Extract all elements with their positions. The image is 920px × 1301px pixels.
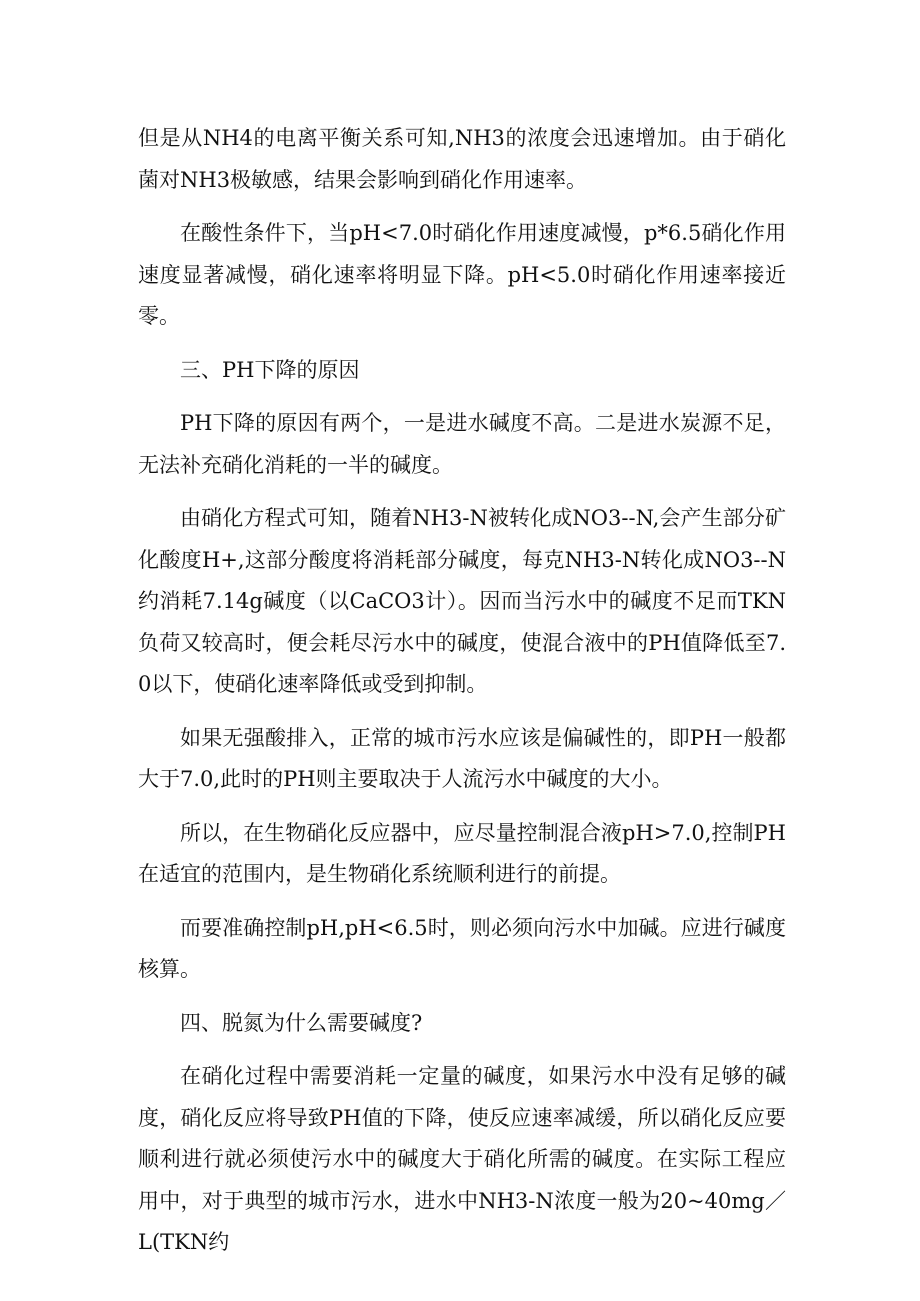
paragraph: PH下降的原因有两个，一是进水碱度不高。二是进水炭源不足，无法补充硝化消耗的一半的碱度。 — [138, 411, 786, 477]
section-heading: 三、PH下降的原因 — [180, 357, 360, 382]
paragraph: 在酸性条件下，当pH<7.0时硝化作用速度减慢，p*6.5硝化作用速度显著减慢，硝化速率将明显下降。pH<5.0时硝化作用速率接近零。 — [138, 221, 786, 328]
document-body — [138, 118, 786, 1276]
paragraph: 但是从NH4的电离平衡关系可知,NH3的浓度会迅速增加。由于硝化菌对NH3极敏感，结果会影响到硝化作用速率。 — [138, 126, 786, 192]
section-heading: 四、脱氮为什么需要碱度? — [180, 1010, 423, 1035]
paragraph: 而要准确控制pH,pH<6.5时，则必须向污水中加碱。应进行碱度核算。 — [138, 915, 786, 981]
paragraph: 如果无强酸排入，正常的城市污水应该是偏碱性的，即PH一般都大于7.0,此时的PH则主要取决于人流污水中碱度的大小。 — [138, 725, 786, 791]
paragraph: 所以，在生物硝化反应器中，应尽量控制混合液pH>7.0,控制PH在适宜的范围内，是生物硝化系统顺利进行的前提。 — [138, 820, 786, 886]
paragraph: 由硝化方程式可知，随着NH3-N被转化成NO3--N,会产生部分矿化酸度H+,这部分酸度将消耗部分碱度，每克NH3-N转化成NO3--N约消耗7.14g碱度（以CaCO3计）。因而当污水中的碱度不足而TKN负荷又较高时，便会耗尽污水中的碱度，使混合液中的PH值降低至7.0以下，使硝化速率降低或受到抑制。 — [138, 506, 786, 696]
paragraph: 在硝化过程中需要消耗一定量的碱度，如果污水中没有足够的碱度，硝化反应将导致PH值的下降，使反应速率减缓，所以硝化反应要顺利进行就必须使污水中的碱度大于硝化所需的碱度。在实际工程应用中，对于典型的城市污水，进水中NH3-N浓度一般为20~40mg／L(TKN约 — [138, 1064, 786, 1254]
